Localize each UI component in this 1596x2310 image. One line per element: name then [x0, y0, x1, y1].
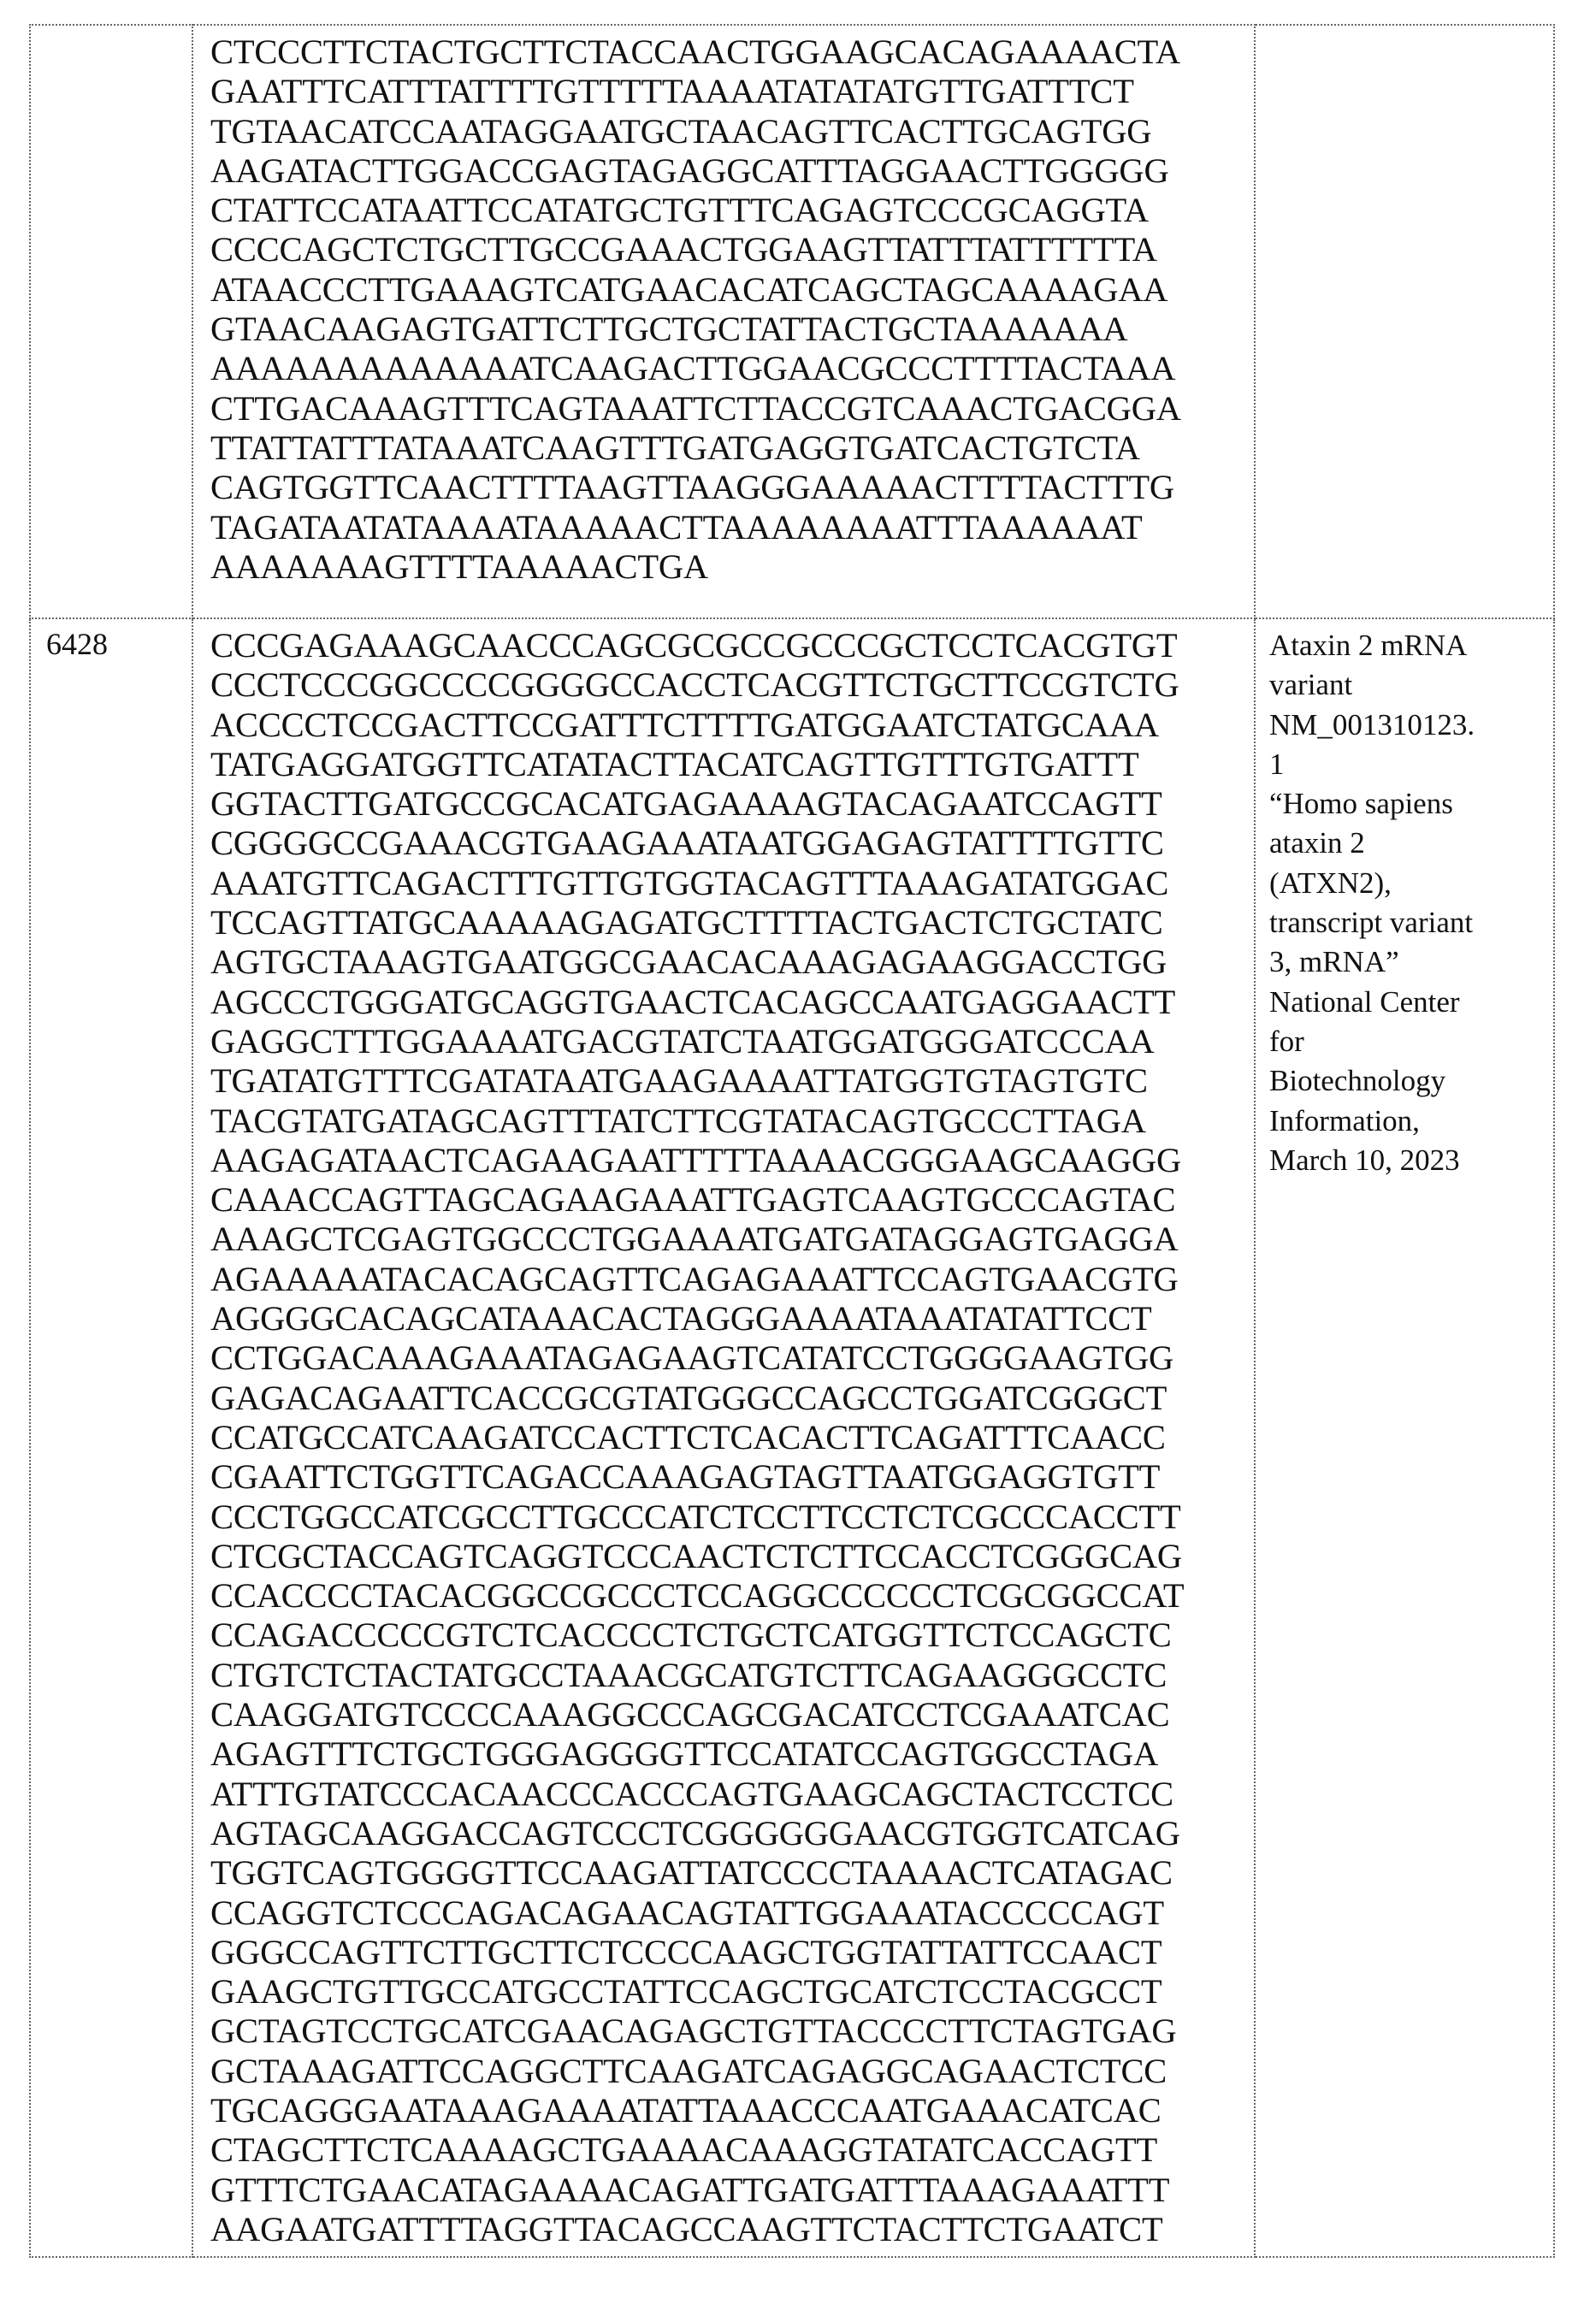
sequence-line: GAGACAGAATTCACCGCGTATGGGCCAGCCTGGATCGGGCT — [210, 1379, 1254, 1418]
sequence-line: GCTAAAGATTCCAGGCTTCAAGATCAGAGGCAGAACTCTCC — [210, 2052, 1254, 2091]
description-line: (ATXN2), — [1269, 864, 1553, 903]
sequence-line: CCAGGTCTCCCAGACAGAACAGTATTGGAAATACCCCCAGT — [210, 1893, 1254, 1933]
description-cell — [1255, 618, 1554, 2257]
sequence-line: AGCCCTGGGATGCAGGTGAACTCACAGCCAATGAGGAACTT — [210, 983, 1254, 1022]
sequence-line: AAGAGATAACTCAGAAGAATTTTTAAAACGGGAAGCAAGGG — [210, 1141, 1254, 1180]
sequence-line: TGCAGGGAATAAAGAAAATATTAAACCCAATGAAACATCAC — [210, 2091, 1254, 2130]
sequence-line: AAGAATGATTTTAGGTTACAGCCAAGTTCTACTTCTGAATCT — [210, 2210, 1254, 2249]
sequence-line: CCATGCCATCAAGATCCACTTCTCACACTTCAGATTTCAACC — [210, 1418, 1254, 1457]
sequence-line: GCTAGTCCTGCATCGAACAGAGCTGTTACCCCTTCTAGTGAG — [210, 2012, 1254, 2051]
sequence-table — [29, 24, 1555, 2258]
sequence-line: TGATATGTTTCGATATAATGAAGAAAATTATGGTGTAGTGTC — [210, 1061, 1254, 1101]
sequence-line: GAGGCTTTGGAAAATGACGTATCTAATGGATGGGATCCCAA — [210, 1022, 1254, 1061]
description-line: March 10, 2023 — [1269, 1141, 1553, 1180]
sequence-line: CTGTCTCTACTATGCCTAAACGCATGTCTTCAGAAGGGCCTC — [210, 1656, 1254, 1695]
sequence-line: AAGATACTTGGACCGAGTAGAGGCATTTAGGAACTTGGGGG — [210, 151, 1254, 191]
sequence-line: CCCCAGCTCTGCTTGCCGAAACTGGAAGTTATTTATTTTTTA — [210, 230, 1254, 269]
sequence-line: CTTGACAAAGTTTCAGTAAATTCTTACCGTCAAACTGACGGA — [210, 389, 1254, 428]
sequence-line: AGAAAAATACACAGCAGTTCAGAGAAATTCCAGTGAACGTG — [210, 1260, 1254, 1299]
sequence-line: TCCAGTTATGCAAAAAGAGATGCTTTTACTGACTCTGCTATC — [210, 903, 1254, 942]
sequence-line: AAATGTTCAGACTTTGTTGTGGTACAGTTTAAAGATATGGAC — [210, 864, 1254, 903]
sequence-line: AAAAAAAAAAAAATCAAGACTTGGAACGCCCTTTTACTAAA — [210, 349, 1254, 388]
sequence-line: CAAGGATGTCCCCAAAGGCCCAGCGACATCCTCGAAATCAC — [210, 1695, 1254, 1734]
description-cell — [1255, 25, 1554, 618]
sequence-line: GGGCCAGTTCTTGCTTCTCCCCAAGCTGGTATTATTCCAACT — [210, 1933, 1254, 1972]
sequence-line: TATGAGGATGGTTCATATACTTACATCAGTTGTTTGTGATTT — [210, 745, 1254, 784]
sequence-line: AGTGCTAAAGTGAATGGCGAACACAAAGAGAAGGACCTGG — [210, 942, 1254, 982]
description-line: NM_001310123. — [1269, 706, 1553, 745]
sequence-line: GAAGCTGTTGCCATGCCTATTCCAGCTGCATCTCCTACGCCT — [210, 1972, 1254, 2012]
description-line: National Center — [1269, 983, 1553, 1022]
sequence-line: ATTTGTATCCCACAACCCACCCAGTGAAGCAGCTACTCCTCC — [210, 1775, 1254, 1814]
sequence-cell — [192, 25, 1255, 618]
sequence-line: AAAAAAAGTTTTAAAAACTGA — [210, 547, 1254, 587]
sequence-line: CCAGACCCCCGTCTCACCCCTCTGCTCATGGTTCTCCAGCTC — [210, 1616, 1254, 1655]
description-line: Biotechnology — [1269, 1061, 1553, 1101]
sequence-id: 6428 — [46, 627, 108, 661]
sequence-line: TTATTATTTATAAATCAAGTTTGATGAGGTGATCACTGTCTA — [210, 428, 1254, 468]
sequence-line: GTTTCTGAACATAGAAAACAGATTGATGATTTAAAGAAATTT — [210, 2171, 1254, 2210]
sequence-line: AAAGCTCGAGTGGCCCTGGAAAATGATGATAGGAGTGAGGA — [210, 1220, 1254, 1259]
table-row — [30, 618, 1554, 2257]
sequence-line: GTAACAAGAGTGATTCTTGCTGCTATTACTGCTAAAAAAA — [210, 310, 1254, 349]
sequence-line: GAATTTCATTTATTTTGTTTTTAAAATATATATGTTGATTTCT — [210, 72, 1254, 111]
description-line: “Homo sapiens — [1269, 784, 1553, 824]
sequence-line: CGGGGCCGAAACGTGAAGAAATAATGGAGAGTATTTTGTTC — [210, 824, 1254, 863]
description-line: for — [1269, 1022, 1553, 1061]
sequence-line: GGTACTTGATGCCGCACATGAGAAAAGTACAGAATCCAGTT — [210, 784, 1254, 824]
sequence-line: TGGTCAGTGGGGTTCCAAGATTATCCCCTAAAACTCATAGAC — [210, 1853, 1254, 1893]
sequence-line: TAGATAATATAAAATAAAAACTTAAAAAAAATTTAAAAAAT — [210, 508, 1254, 547]
sequence-line: CTCGCTACCAGTCAGGTCCCAACTCTCTTCCACCTCGGGCAG — [210, 1537, 1254, 1576]
sequence-line: AGAGTTTCTGCTGGGAGGGGTTCCATATCCAGTGGCCTAGA — [210, 1734, 1254, 1774]
description-line: 1 — [1269, 745, 1553, 784]
sequence-line: CCCTCCCGGCCCCGGGGCCACCTCACGTTCTGCTTCCGTCTG — [210, 665, 1254, 705]
table-row — [30, 25, 1554, 618]
description-line: variant — [1269, 665, 1553, 705]
description-line: ataxin 2 — [1269, 824, 1553, 863]
sequence-line: ACCCCTCCGACTTCCGATTTCTTTTGATGGAATCTATGCAAA — [210, 706, 1254, 745]
sequence-line: AGTAGCAAGGACCAGTCCCTCGGGGGGAACGTGGTCATCAG — [210, 1814, 1254, 1853]
sequence-line: ATAACCCTTGAAAGTCATGAACACATCAGCTAGCAAAAGAA — [210, 270, 1254, 310]
sequence-line: CCTGGACAAAGAAATAGAGAAGTCATATCCTGGGGAAGTGG — [210, 1338, 1254, 1378]
sequence-line: CCACCCCTACACGGCCGCCCTCCAGGCCCCCCTCGCGGCCAT — [210, 1576, 1254, 1616]
sequence-line: CAAACCAGTTAGCAGAAGAAATTGAGTCAAGTGCCCAGTAC — [210, 1180, 1254, 1220]
sequence-line: CTCCCTTCTACTGCTTCTACCAACTGGAAGCACAGAAAACTA — [210, 32, 1254, 72]
sequence-id-cell — [30, 25, 192, 618]
sequence-id-cell — [30, 618, 192, 2257]
description-line: 3, mRNA” — [1269, 942, 1553, 982]
description-line: transcript variant — [1269, 903, 1553, 942]
sequence-line: TACGTATGATAGCAGTTTATCTTCGTATACAGTGCCCTTAGA — [210, 1102, 1254, 1141]
sequence-line: CTAGCTTCTCAAAAGCTGAAAACAAAGGTATATCACCAGTT — [210, 2130, 1254, 2170]
sequence-line: CTATTCCATAATTCCATATGCTGTTTCAGAGTCCCGCAGGTA — [210, 191, 1254, 230]
description-line: Ataxin 2 mRNA — [1269, 626, 1553, 665]
sequence-line: TGTAACATCCAATAGGAATGCTAACAGTTCACTTGCAGTGG — [210, 112, 1254, 151]
sequence-line: CAGTGGTTCAACTTTTAAGTTAAGGGAAAAACTTTTACTTTG — [210, 468, 1254, 507]
description-line: Information, — [1269, 1102, 1553, 1141]
sequence-line: AGGGGCACAGCATAAACACTAGGGAAAATAAATATATTCCT — [210, 1299, 1254, 1338]
sequence-cell — [192, 618, 1255, 2257]
sequence-line: CCCTGGCCATCGCCTTGCCCATCTCCTTCCTCTCGCCCACCTT — [210, 1498, 1254, 1537]
sequence-line: CGAATTCTGGTTCAGACCAAAGAGTAGTTAATGGAGGTGTT — [210, 1457, 1254, 1497]
sequence-line: CCCGAGAAAGCAACCCAGCGCGCCGCCCGCTCCTCACGTGT — [210, 626, 1254, 665]
